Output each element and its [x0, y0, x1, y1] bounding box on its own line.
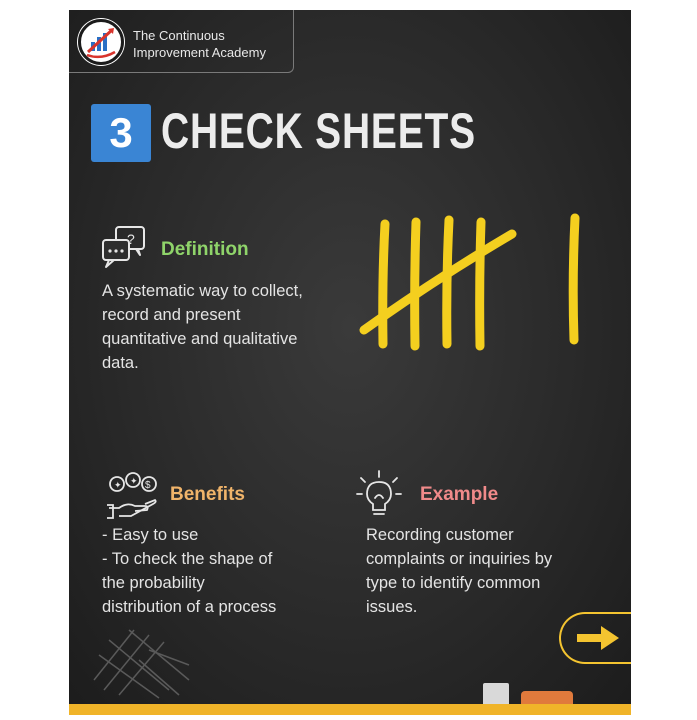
infographic-card — [69, 10, 631, 715]
tally-marks-icon — [354, 210, 594, 360]
definition-heading: Definition — [161, 239, 249, 260]
example-line-3: type to identify common — [366, 574, 541, 592]
section-number-badge: 3 — [91, 104, 151, 162]
definition-line-3: quantitative and qualitative — [102, 330, 298, 348]
page-title: CHECK SHEETS — [161, 103, 476, 159]
benefits-text — [102, 523, 276, 619]
svg-text:$: $ — [145, 480, 151, 491]
orange-chalk-decoration — [521, 691, 573, 704]
brand-line-2: Improvement Academy — [133, 45, 266, 60]
brand-name — [133, 27, 266, 61]
chalk-scribble-decoration — [89, 620, 199, 700]
example-heading: Example — [420, 484, 499, 505]
right-arrow-icon — [575, 624, 621, 652]
speech-bubbles-icon — [100, 224, 150, 272]
example-line-4: issues. — [366, 598, 418, 616]
example-line-1: Recording customer — [366, 526, 514, 544]
brand-header — [69, 10, 294, 73]
definition-line-4: data. — [102, 354, 139, 372]
chalk-tray-bar — [69, 704, 631, 715]
lightbulb-icon — [355, 468, 403, 518]
svg-text:✦: ✦ — [114, 480, 122, 490]
example-text — [366, 523, 552, 619]
next-button[interactable] — [559, 612, 631, 664]
benefits-heading: Benefits — [170, 484, 245, 505]
hand-coins-icon — [105, 472, 161, 520]
svg-text:?: ? — [127, 231, 135, 247]
svg-text:✦: ✦ — [130, 476, 138, 486]
brand-line-1: The Continuous — [133, 28, 225, 43]
definition-text — [102, 279, 303, 375]
example-line-2: complaints or inquiries by — [366, 550, 553, 568]
academy-logo-icon — [78, 19, 124, 65]
white-chalk-decoration — [483, 683, 509, 704]
benefits-line-1: - Easy to use — [102, 526, 199, 544]
definition-line-2: record and present — [102, 306, 241, 324]
benefits-line-3: the probability — [102, 574, 205, 592]
benefits-line-2: - To check the shape of — [102, 550, 273, 568]
definition-line-1: A systematic way to collect, — [102, 282, 303, 300]
benefits-line-4: distribution of a process — [102, 598, 277, 616]
